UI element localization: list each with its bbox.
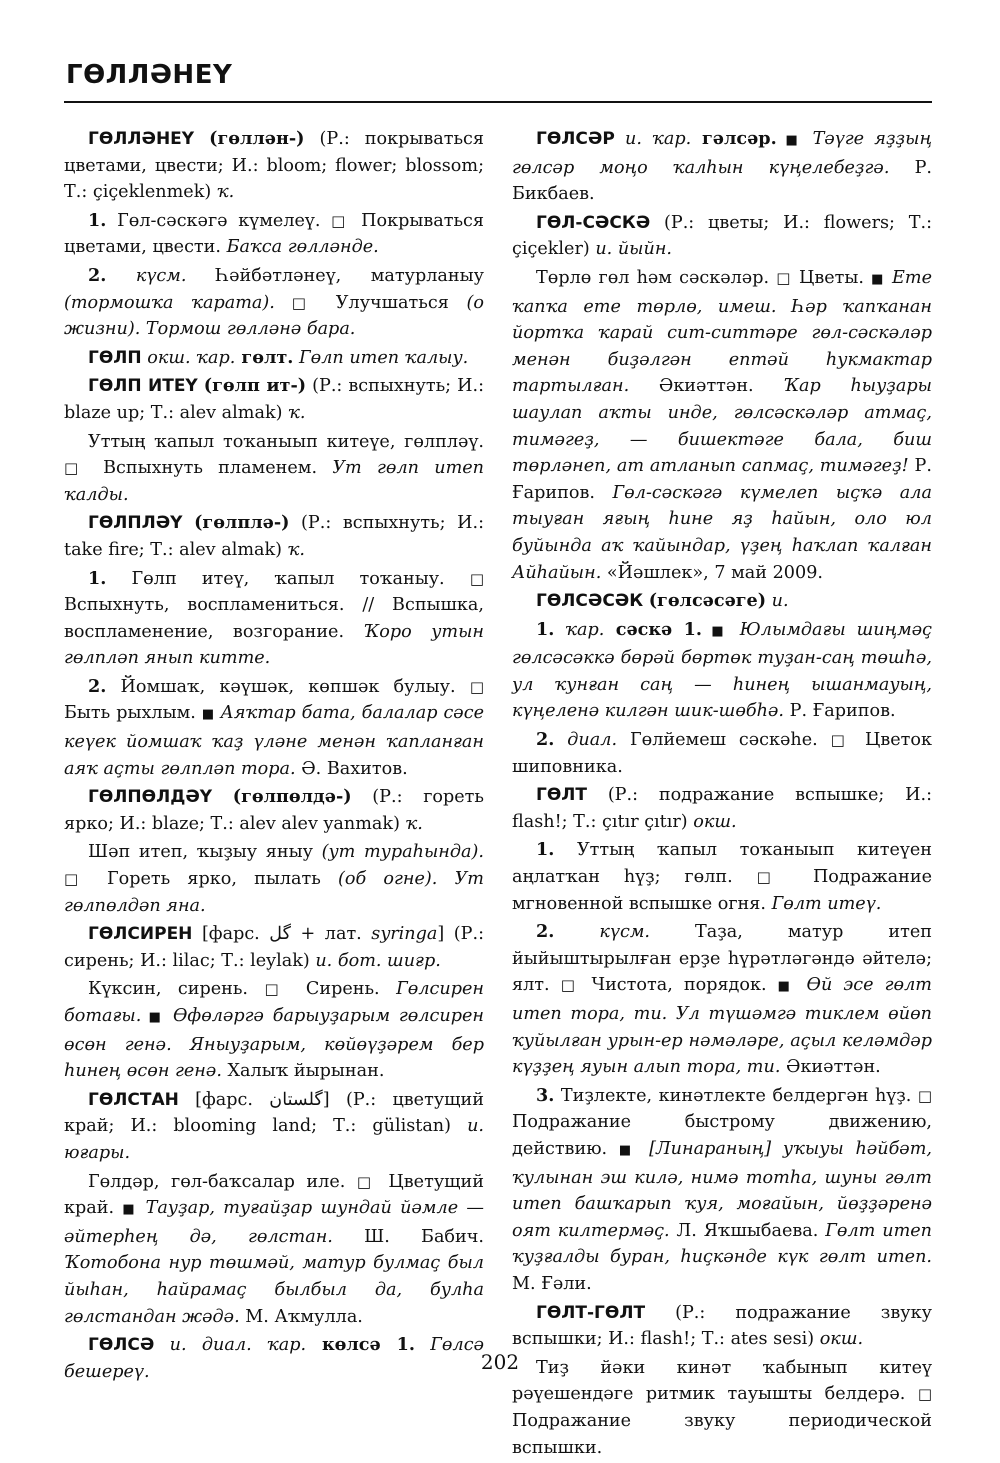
entry-pos: ҡ. xyxy=(287,539,305,560)
translation-square-icon: □ xyxy=(469,677,484,696)
translation-square-icon: □ xyxy=(917,1086,932,1105)
sense-2 xyxy=(512,727,932,780)
entry-translation: Подражание звуку периодической вспышки. xyxy=(512,1410,932,1458)
sense-1 xyxy=(64,566,484,672)
entry-pos: и. xyxy=(766,591,789,612)
entry-translation: Сирень. xyxy=(289,979,397,1000)
entry-pos: и. бот. шиғр. xyxy=(315,950,441,971)
entry-definition: Шәп итеп, ҡыҙыу яныу xyxy=(88,842,322,863)
sense-example: Гөлт итеү. xyxy=(771,893,882,914)
sense-number: 2. xyxy=(88,675,107,697)
entry-example: Гөлп итеп ҡалыу. xyxy=(293,347,469,368)
translation-square-icon: □ xyxy=(64,459,88,478)
entry-gloss: (Р.: гореть ярко; И.: blaze; Т.: alev alev yanmak) xyxy=(64,787,484,834)
headword: ГӨЛСӘСӘК xyxy=(536,591,644,612)
sense-note: (тормошҡа ҡарата). xyxy=(64,292,275,313)
etymology: [фарс. xyxy=(178,1089,270,1110)
sense-label: диал. xyxy=(554,730,618,751)
sense-label: ҡар. xyxy=(554,619,605,640)
entry-golstan xyxy=(64,1087,484,1167)
example-bullet-icon: ■ xyxy=(777,979,796,995)
entry-pos: окш. xyxy=(693,811,737,832)
sense-number: 2. xyxy=(536,729,555,751)
sense-definition: Гөл-сәскәгә күмелеү. xyxy=(106,210,332,231)
sense-1 xyxy=(512,617,932,725)
entry-golt-golt xyxy=(512,1300,932,1353)
entry-reference: гәлсәр. xyxy=(691,128,777,149)
example-bullet-icon: ■ xyxy=(141,1010,165,1025)
entry-pos: и. юғары. xyxy=(64,1116,484,1163)
entry-note: (ут тураһында). xyxy=(321,842,484,863)
entry-gloss: (Р.: вспыхнуть; И.: blaze up; Т.: alev almak) xyxy=(64,376,485,423)
entry-gloss: ] (Р.: цветущий край; И.: blooming land; Т.: gülistan) xyxy=(64,1089,484,1137)
translation-square-icon: □ xyxy=(264,980,290,999)
entry-note: (об огне). xyxy=(338,869,438,890)
etymology: + лат. xyxy=(291,924,372,945)
sense-definition: Гөлйемеш сәскәһе. xyxy=(617,730,831,751)
entry-example: Тәүге яҙҙың гөлсәр моңо ҡалһын күңелебеҙгә. xyxy=(512,129,932,178)
entry-translation: Вспыхнуть пламенем. xyxy=(87,458,333,479)
example-author: М. Ғәли. xyxy=(512,1273,592,1294)
entry-label: и. диал. ҡар. xyxy=(154,1335,307,1356)
sense-definition: Уттың ҡапыл тоҡаныып китеүен аңлатҡан һүҙ; гөлп. xyxy=(512,840,932,888)
entry-pos: ҡ. xyxy=(405,813,423,834)
entry-body xyxy=(64,976,484,1084)
etymology: [фарс. xyxy=(192,924,270,945)
translation-square-icon: □ xyxy=(469,569,484,588)
entry-translation: Цветущий край. xyxy=(64,1171,484,1219)
entry-gol-saska xyxy=(512,210,932,263)
example-bullet-icon: ■ xyxy=(122,1202,138,1218)
entry-definition: Тиҙ йәки кинәт ҡабынып китеү рәүешендәге ритмик тауышты белдерә. xyxy=(512,1357,932,1405)
entry-golt xyxy=(512,782,932,835)
sense-translation: Быть рыхлым. xyxy=(64,703,202,724)
sense-translation: Вспыхнуть, воспламениться. // Вспышка, воспламенение, возгорание. xyxy=(64,595,484,642)
entry-reference: көлсә 1. xyxy=(306,1334,415,1356)
entry-example: Тауҙар, туғайҙар шундай йәмле — әйтерһең дә, гөлстан. xyxy=(64,1198,484,1247)
etymology-latin: syringa xyxy=(371,924,438,945)
sense-2 xyxy=(64,674,484,782)
entry-golpoldau xyxy=(64,784,484,837)
example-author: Р. Бикбаев. xyxy=(512,157,932,205)
entry-gloss: (Р.: цветы; И.: flowers; Т.: çiçekler) xyxy=(512,212,932,260)
entry-reference: гөлт. xyxy=(235,346,294,368)
entry-translation: Гореть ярко, пылать xyxy=(89,869,339,890)
headword: ГӨЛТ-ГӨЛТ xyxy=(536,1302,646,1323)
sense-2 xyxy=(512,919,932,1081)
entry-form: (гөлплә-) xyxy=(194,512,290,534)
sense-translation: Покрываться цветами, цвести. xyxy=(64,210,484,258)
entry-golplau xyxy=(64,510,484,563)
entry-example: Гөлсирен ботағы. xyxy=(64,979,484,1026)
running-head: ГӨЛЛӘНЕҮ xyxy=(66,60,233,90)
example-bullet-icon: ■ xyxy=(702,623,729,639)
sense-example: Гөлт итеп ҡуҙғалды буран, һиҫкәнде күк гөлт итеп. xyxy=(512,1220,932,1268)
page-number: 202 xyxy=(480,1350,520,1374)
entry-gloss: (Р.: покрываться цветами, цвести; И.: bloom; flower; blossom; Т.: çiçeklenmek) xyxy=(64,129,485,203)
right-column xyxy=(512,126,932,1463)
entry-pos: и. йыйн. xyxy=(595,239,673,260)
sense-example: Баҡса гөлләнде. xyxy=(226,237,379,258)
entry-gloss: ] (Р.: сирень; И.: lilac; Т.: leylak) xyxy=(64,924,484,971)
headword: ГӨЛПЛӘҮ xyxy=(88,513,183,534)
headword: ГӨЛСӘР xyxy=(536,129,615,149)
sense-definition: Һәйбәтләнеү, матурланыу xyxy=(186,265,484,286)
sense-number: 1. xyxy=(536,839,555,861)
example-author: М. Аҡмулла. xyxy=(239,1306,363,1327)
headword: ГӨЛСИРЕН xyxy=(88,924,193,945)
entry-gloss: (Р.: вспыхнуть; И.: take fire; Т.: alev almak) xyxy=(64,513,485,560)
headword: ГӨЛПӨЛДӘҮ xyxy=(88,787,213,808)
entry-example: Гөлсә бешереү. xyxy=(64,1335,484,1382)
entry-golsar xyxy=(512,126,932,208)
headword: ГӨЛП ИТЕҮ xyxy=(88,376,198,397)
sense-number: 2. xyxy=(88,264,107,286)
example-source: Халыҡ йырынан. xyxy=(221,1061,385,1082)
translation-square-icon: □ xyxy=(756,868,790,887)
sense-1 xyxy=(512,837,932,917)
example-author: Ә. Вахитов. xyxy=(295,758,408,779)
entry-body xyxy=(64,429,484,509)
example-author: Ш. Бабич. xyxy=(332,1226,484,1247)
entry-label: окш. ҡар. xyxy=(141,347,236,368)
entry-golsiren xyxy=(64,921,484,974)
example-author: Р. Ғарипов. xyxy=(512,456,932,503)
headword: ГӨЛСӘ xyxy=(88,1335,155,1356)
entry-body xyxy=(64,1169,484,1331)
example-bullet-icon: ■ xyxy=(618,1142,638,1158)
entry-example: Гөл-сәскәгә күмелеп ыҫҡә ала тыуған яғың һине яҙ һайын, оло юл буйында аҡ ҡайындар, үҙең һаҡлап ҡалған Айһайын. xyxy=(512,482,932,583)
headword: ГӨЛТ xyxy=(536,785,587,806)
headword: ГӨЛП xyxy=(88,347,142,368)
sense-example: Аяҡтар бата, балалар сәсе кеүек йомшаҡ ҡаҙ үләне менән ҡапланған аяҡ аҫты гөлпләп тора. xyxy=(64,703,484,779)
entry-label: и. ҡар. xyxy=(614,129,692,149)
example-source: «Йәшлек», 7 май 2009. xyxy=(601,562,823,583)
sense-translation: Подражание мгновенной вспышке огня. xyxy=(512,867,933,914)
translation-square-icon: □ xyxy=(776,268,792,287)
sense-definition: Таҙа, матур итеп йыйыштырылған ерҙе һүрәтләгәндә әйтелә; ялт. xyxy=(512,922,932,996)
entry-golp-iteu xyxy=(64,373,484,426)
headword: ГӨЛЛӘНЕҮ xyxy=(88,129,195,149)
entry-translation: Цветы. xyxy=(791,267,872,288)
entry-definition: Уттың ҡапыл тоҡаныып китеүе, гөлпләү. xyxy=(88,431,484,452)
translation-square-icon: □ xyxy=(331,211,351,230)
entry-form: (гөлп ит-) xyxy=(203,375,307,397)
entry-golp xyxy=(64,345,484,372)
example-author: Әкиәттән. xyxy=(780,1057,881,1078)
entry-example: Ете ҡапҡа ете төрлө, имеш. Һәр ҡапҡанан йортҡа ҡарай сит-ситтәре гөл-сәскәләр менән биҙәлгән ептәй һукмактар тартылған. xyxy=(512,267,932,397)
example-bullet-icon: ■ xyxy=(871,271,885,287)
etymology-arabic: گل xyxy=(269,924,291,945)
entry-body xyxy=(512,265,932,586)
entry-pos: ҡ. xyxy=(288,402,306,423)
etymology-arabic: گلستان xyxy=(269,1089,323,1110)
header-rule xyxy=(64,101,932,103)
sense-translation: Подражание быстрому движению, действию. xyxy=(512,1112,932,1159)
entry-example: Ҡар һыуҙары шаулап аҡты инде, гөлсәскәләр атмаҫ, тимәгеҙ, — бишектәге бала, биш төрләнеп, ат атланып сапмаҫ, тимәгеҙ! xyxy=(512,376,932,477)
sense-label: күсм. xyxy=(106,265,187,286)
entry-pos: окш. xyxy=(819,1329,864,1350)
example-bullet-icon: ■ xyxy=(201,707,215,723)
translation-square-icon: □ xyxy=(356,1172,377,1191)
sense-1 xyxy=(64,208,484,261)
entry-definition: Гөлдәр, гөл-баҡсалар иле. xyxy=(88,1171,357,1192)
translation-square-icon: □ xyxy=(64,870,90,889)
entry-example: Ут гөлп итеп ҡалды. xyxy=(64,458,484,505)
sense-example: Ҡоро утын гөлпләп янып китте. xyxy=(64,621,484,669)
sense-example: Юлымдағы шиңмәҫ гөлсәсәккә бөрәй бөртөк туҙан-саң төшһә, ул ҡунған саң — һинең ышанмауың, күңеленә килгән шик-шөбһә. xyxy=(512,619,932,722)
example-author: Л. Яҡшыбаева. xyxy=(669,1220,826,1241)
entry-form: (гөлпөлдә-) xyxy=(232,786,352,808)
example-bullet-icon: ■ xyxy=(776,133,803,148)
entry-example: Өфөләргә барыуҙарым гөлсирен өсөн генә. Яныуҙарым, көйөүҙәрем бер һинең өсөн генә. xyxy=(64,1006,485,1082)
sense-label: күсм. xyxy=(554,922,650,943)
entry-example: Ут гөлпөлдәп яна. xyxy=(64,869,484,916)
entry-form: (гөллән-) xyxy=(209,128,305,149)
entry-pos: ҡ. xyxy=(216,182,235,203)
sense-note: (о жизни). xyxy=(64,292,484,340)
sense-example: [Линараның] уҡыуы һәйбәт, ҡулынан эш килә, нимә тотһа, шуны гөлт итеп башҡарып ҡуя, моғайын, йөҙҙәренә оят килтермәҫ. xyxy=(512,1138,932,1241)
sense-number: 3. xyxy=(536,1084,555,1106)
sense-definition: Гөлп итеү, ҡапыл тоҡаныу. xyxy=(106,568,470,589)
sense-number: 1. xyxy=(536,618,555,640)
entry-example: Ҡотобона нур төшмәй, матур булмаҫ был йыһан, һайрамаҫ былбыл да, булһа гөлстандан жәдә. xyxy=(64,1253,484,1327)
translation-square-icon: □ xyxy=(830,731,853,750)
sense-number: 1. xyxy=(88,567,107,589)
sense-3 xyxy=(512,1083,932,1298)
sense-definition: Йомшаҡ, кәүшәк, көпшәк булыу. xyxy=(106,676,470,697)
sense-number: 2. xyxy=(536,921,555,943)
sense-translation: Чистота, порядок. xyxy=(580,975,778,996)
example-author: Р. Ғарипов. xyxy=(784,701,896,722)
example-author: Әкиәттән. xyxy=(629,376,784,397)
sense-number: 1. xyxy=(88,209,107,231)
entry-definition: Төрлө гөл һәм сәскәләр. xyxy=(536,267,777,288)
entry-gollaneu xyxy=(64,126,484,206)
entry-body xyxy=(64,839,484,919)
entry-gloss: (Р.: подражание вспышке; И.: flash!; Т.: çıtır çıtır) xyxy=(512,785,932,832)
sense-2 xyxy=(64,263,484,343)
left-column xyxy=(64,126,484,1387)
sense-example: Тормош гөлләнә бара. xyxy=(140,319,356,340)
entry-definition: Күксин, сирень. xyxy=(88,979,265,1000)
translation-square-icon: □ xyxy=(274,293,319,312)
translation-square-icon: □ xyxy=(917,1385,932,1404)
sense-definition: Тиҙлекте, кинәтлекте белдергән һүҙ. xyxy=(554,1085,918,1106)
sense-example: Өй эсе гөлт итеп тора, ти. Ул түшәмгә тиклем өйөп ҡуйылған урын-ер нәмәләре, аҫыл келәмдәр күҙҙең яуын алып тора, ти. xyxy=(512,975,932,1078)
entry-golsasak xyxy=(512,588,932,615)
entry-form: (гөлсәсәге) xyxy=(648,590,767,612)
sense-translation: Улучшаться xyxy=(318,292,467,313)
headword: ГӨЛСТАН xyxy=(88,1089,179,1110)
entry-gloss: (Р.: подражание звуку вспышки; И.: flash!; Т.: ates sesi) xyxy=(512,1302,932,1350)
headword: ГӨЛ-СӘСКӘ xyxy=(536,212,651,233)
sense-reference: сәскә 1. xyxy=(604,618,702,640)
translation-square-icon: □ xyxy=(560,976,581,995)
sense-translation: Цветок шиповника. xyxy=(512,730,932,777)
